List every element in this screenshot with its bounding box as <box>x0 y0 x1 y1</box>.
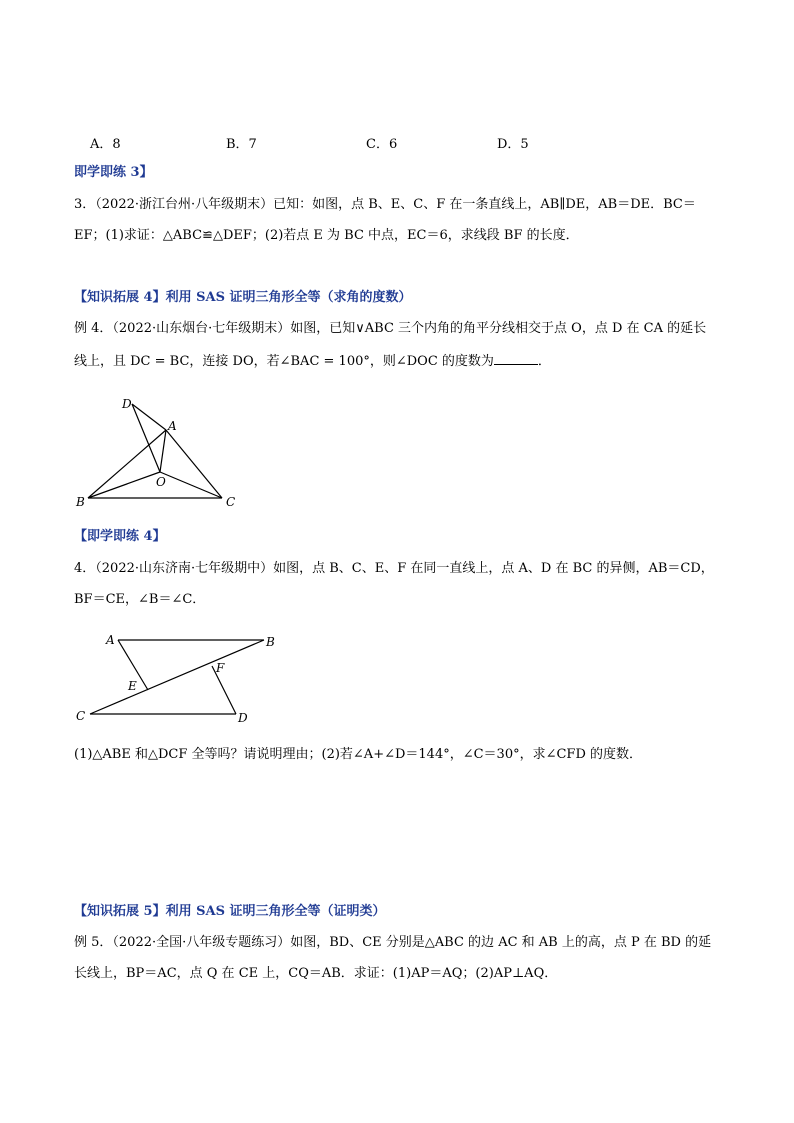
label-f: F <box>216 661 225 675</box>
segment-ba <box>88 430 166 498</box>
ext4-line2 <box>74 352 551 371</box>
option-a: A．8 <box>90 137 121 152</box>
ext4-heading: 【知识拓展 4】利用 SAS 证明三角形全等（求角的度数） <box>74 290 412 305</box>
label-d: D <box>122 397 132 411</box>
practice4-line2: BF＝CE，∠B＝∠C． <box>74 592 206 607</box>
answer-blank <box>494 352 538 365</box>
label-d2: D <box>238 711 248 725</box>
segment-co <box>160 472 222 498</box>
segment-ao <box>160 430 166 472</box>
ext5-heading: 【知识拓展 5】利用 SAS 证明三角形全等（证明类） <box>74 904 386 919</box>
label-o: O <box>156 475 166 489</box>
label-e: E <box>128 679 137 693</box>
ext5-line1: 例 5．（2022·全国·八年级专题练习）如图，BD、CE 分别是△ABC 的边 AC 和 AB 上的高，点 P 在 BD 的延 <box>74 935 712 950</box>
label-a: A <box>168 419 177 433</box>
option-d: D．5 <box>497 137 529 152</box>
label-b2: B <box>266 635 275 649</box>
label-b: B <box>76 495 85 509</box>
label-c2: C <box>76 709 86 723</box>
practice4-line1: 4．（2022·山东济南·七年级期中）如图，点 B、C、E、F 在同一直线上，点 A、D 在 BC 的异侧，AB＝CD， <box>74 561 714 576</box>
segment-cb <box>90 640 264 714</box>
practice3-heading: 即学即练 3】 <box>74 165 153 180</box>
option-b: B．7 <box>226 137 257 152</box>
label-a2: A <box>106 633 115 647</box>
ext4-line2-text: 线上，且 DC = BC，连接 DO，若∠BAC = 100°，则∠DOC 的度数为 <box>74 354 494 369</box>
label-c: C <box>226 495 236 509</box>
ext5-line2: 长线上，BP＝AC，点 Q 在 CE 上，CQ＝AB．求证：(1)AP＝AQ；(2)AP⊥AQ． <box>74 966 558 981</box>
practice4-heading: 【即学即练 4】 <box>74 529 166 544</box>
figure-example4 <box>70 390 250 515</box>
ext4-line2-end: ． <box>537 354 551 369</box>
ext4-line1: 例 4．（2022·山东烟台·七年级期末）如图，已知∨ABC 三个内角的角平分线相交于点 O，点 D 在 CA 的延长 <box>74 321 707 336</box>
practice4-question: (1)△ABE 和△DCF 全等吗？请说明理由；(2)若∠A+∠D＝144°，∠C＝30°，求∠CFD 的度数． <box>74 747 643 762</box>
practice3-line1: 3．（2022·浙江台州·八年级期末）已知：如图，点 B、E、C、F 在一条直线上，AB∥DE，AB＝DE．BC＝ <box>74 197 696 212</box>
segment-bo <box>88 472 160 498</box>
practice3-line2: EF；(1)求证：△ABC≌△DEF；(2)若点 E 为 BC 中点，EC＝6，求线段 BF 的长度． <box>74 228 579 243</box>
segment-ac <box>166 430 222 498</box>
option-c: C．6 <box>366 137 398 152</box>
figure-practice4 <box>72 628 282 728</box>
